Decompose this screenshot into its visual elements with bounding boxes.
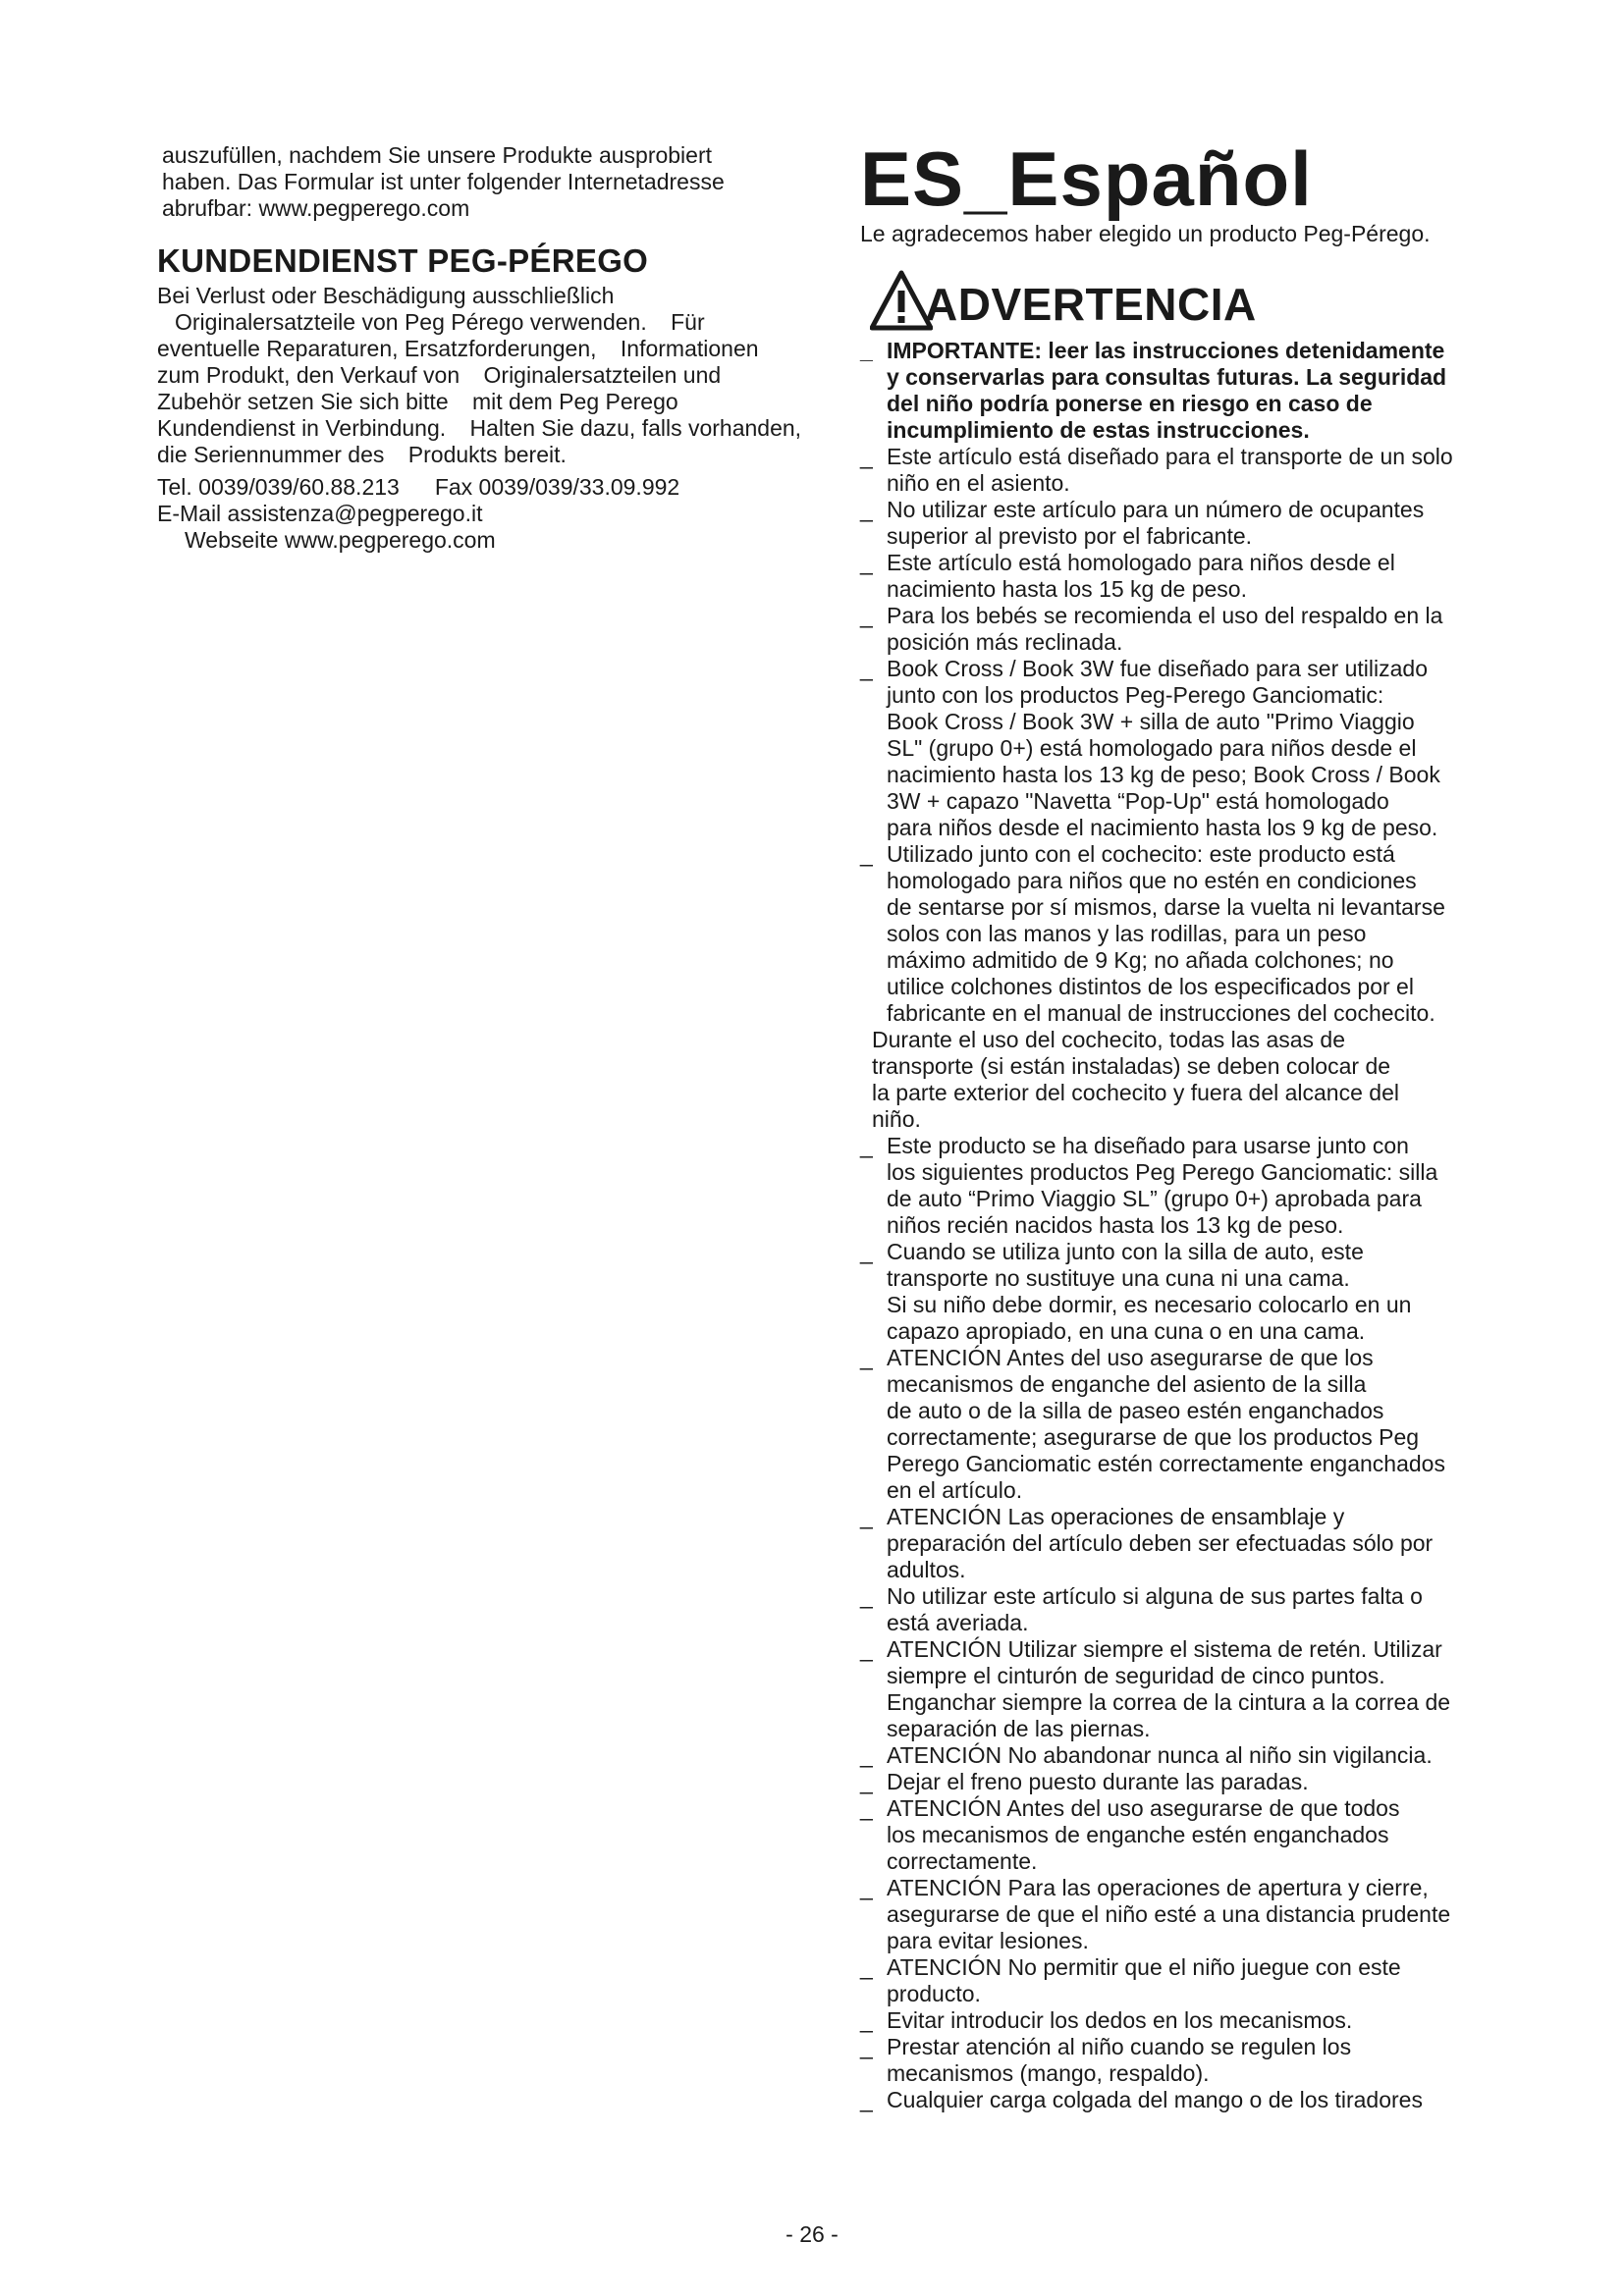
warning-line: nacimiento hasta los 15 kg de peso. bbox=[887, 576, 1247, 602]
warning-line: fabricante en el manual de instrucciones del cochecito. bbox=[887, 1000, 1435, 1026]
bullet-dash: _ bbox=[860, 444, 873, 469]
warning-item bbox=[860, 1345, 1528, 1504]
warning-line: niño en el asiento. bbox=[887, 470, 1070, 496]
warning-line: ATENCIÓN Para las operaciones de apertura y cierre, bbox=[887, 1875, 1429, 1900]
bullet-dash: _ bbox=[860, 1133, 873, 1158]
thanks-line: Le agradecemos haber elegido un producto Peg-Pérego. bbox=[860, 221, 1431, 246]
warning-line: siempre el cinturón de seguridad de cinco puntos. bbox=[887, 1663, 1385, 1688]
website-url: Webseite www.pegperego.com bbox=[185, 527, 496, 553]
intro-paragraph bbox=[157, 142, 805, 222]
bullet-dash: _ bbox=[860, 1742, 873, 1768]
warning-line: adultos. bbox=[887, 1557, 966, 1582]
bullet-dash: _ bbox=[860, 1636, 873, 1662]
warning-line: Este artículo está diseñado para el transporte de un solo bbox=[887, 444, 1453, 469]
warning-line: Cualquier carga colgada del mango o de los tiradores bbox=[887, 2087, 1423, 2112]
warning-line: Enganchar siempre la correa de la cintura a la correa de bbox=[887, 1689, 1451, 1715]
warning-line: superior al previsto por el fabricante. bbox=[887, 523, 1253, 549]
bullet-dash: _ bbox=[860, 841, 873, 867]
warning-line: está averiada. bbox=[887, 1610, 1029, 1635]
warnings-list bbox=[860, 338, 1528, 2113]
warning-line: Durante el uso del cochecito, todas las asas de bbox=[872, 1027, 1346, 1052]
warning-line: solos con las manos y las rodillas, para un peso bbox=[887, 921, 1367, 946]
warning-item bbox=[860, 497, 1528, 550]
warning-item bbox=[860, 603, 1528, 656]
warning-item bbox=[860, 841, 1528, 1027]
bullet-dash: _ bbox=[860, 1875, 873, 1900]
warning-line: ATENCIÓN Antes del uso asegurarse de que los bbox=[887, 1345, 1374, 1370]
warning-line: ATENCIÓN No abandonar nunca al niño sin vigilancia. bbox=[887, 1742, 1433, 1768]
warning-line: Cuando se utiliza junto con la silla de auto, este bbox=[887, 1239, 1364, 1264]
bullet-dash: _ bbox=[860, 656, 873, 681]
warning-line: niños recién nacidos hasta los 13 kg de peso. bbox=[887, 1212, 1344, 1238]
warning-line: Utilizado junto con el cochecito: este producto está bbox=[887, 841, 1395, 867]
warning-line: ATENCIÓN No permitir que el niño juegue con este bbox=[887, 1954, 1401, 1980]
service-line: Informationen zum Produkt, den Verkauf von bbox=[157, 336, 759, 388]
warning-line: ATENCIÓN Utilizar siempre el sistema de retén. Utilizar bbox=[887, 1636, 1442, 1662]
warning-line: los siguientes productos Peg Perego Ganciomatic: silla bbox=[887, 1159, 1438, 1185]
warning-line: posición más reclinada. bbox=[887, 629, 1123, 655]
warning-line: Book Cross / Book 3W + silla de auto "Primo Viaggio bbox=[887, 709, 1415, 734]
contact-block bbox=[157, 474, 805, 554]
bullet-dash: _ bbox=[860, 1239, 873, 1264]
warning-line: correctamente; asegurarse de que los productos Peg bbox=[887, 1424, 1420, 1450]
intro-line: abrufbar: www.pegperego.com bbox=[162, 195, 470, 221]
service-heading: KUNDENDIENST PEG-PÉREGO bbox=[157, 242, 649, 279]
page-number: - 26 - bbox=[785, 2221, 839, 2247]
warning-item bbox=[860, 1239, 1528, 1345]
service-line: Für eventuelle Reparaturen, Ersatzforderungen, bbox=[157, 309, 705, 361]
warning-line: Este producto se ha diseñado para usarse junto con bbox=[887, 1133, 1409, 1158]
warning-line: mecanismos de enganche del asiento de la silla bbox=[887, 1371, 1367, 1397]
warning-line: de sentarse por sí mismos, darse la vuelta ni levantarse bbox=[887, 894, 1445, 920]
warning-line: niño. bbox=[872, 1106, 921, 1132]
tel-number: Tel. 0039/039/60.88.213 bbox=[157, 474, 400, 500]
warning-item bbox=[860, 338, 1528, 444]
warning-header bbox=[860, 261, 1528, 332]
warning-line: 3W + capazo "Navetta “Pop-Up" está homologado bbox=[887, 788, 1389, 814]
warning-line: Este artículo está homologado para niños desde el bbox=[887, 550, 1395, 575]
service-paragraph bbox=[157, 283, 805, 468]
warning-line: Perego Ganciomatic estén correctamente enganchados bbox=[887, 1451, 1445, 1476]
warning-line: Dejar el freno puesto durante las paradas. bbox=[887, 1769, 1309, 1794]
warning-line: utilice colchones distintos de los especificados por el bbox=[887, 974, 1414, 999]
service-line: mit dem Peg Perego Kundendienst in Verbindung. bbox=[157, 389, 678, 441]
bullet-dash: _ bbox=[860, 1504, 873, 1529]
intro-line: auszufüllen, nachdem Sie unsere Produkte ausprobiert bbox=[162, 142, 713, 168]
bullet-dash: _ bbox=[860, 550, 873, 575]
warning-line: separación de las piernas. bbox=[887, 1716, 1151, 1741]
service-line: Originalersatzteile von Peg Pérego verwenden. bbox=[175, 309, 647, 335]
warning-line: ATENCIÓN Antes del uso asegurarse de que todos bbox=[887, 1795, 1400, 1821]
warning-item bbox=[860, 1583, 1528, 1636]
warning-line: asegurarse de que el niño esté a una distancia prudente bbox=[887, 1901, 1451, 1927]
fax-number: Fax 0039/039/33.09.992 bbox=[434, 474, 680, 500]
service-line: Originalersatzteilen und Zubehör setzen Sie sich bitte bbox=[157, 362, 722, 414]
warning-line: máximo admitido de 9 Kg; no añada colchones; no bbox=[887, 947, 1394, 973]
warning-line: del niño podría ponerse en riesgo en caso de bbox=[887, 391, 1373, 416]
intro-line: haben. Das Formular ist unter folgender Internetadresse bbox=[162, 169, 725, 194]
warning-line: Prestar atención al niño cuando se regulen los bbox=[887, 2034, 1352, 2059]
bullet-dash: _ bbox=[860, 497, 873, 522]
warning-line: transporte no sustituye una cuna ni una cama. bbox=[887, 1265, 1350, 1291]
warning-line: para evitar lesiones. bbox=[887, 1928, 1089, 1953]
warning-line: los mecanismos de enganche estén enganchados bbox=[887, 1822, 1389, 1847]
warning-item bbox=[860, 2087, 1528, 2113]
bullet-dash: _ bbox=[860, 2034, 873, 2059]
warning-item bbox=[860, 1954, 1528, 2007]
service-line: Halten Sie dazu, falls vorhanden, die Seriennummer des bbox=[157, 415, 802, 467]
warning-line: SL" (grupo 0+) está homologado para niños desde el bbox=[887, 735, 1417, 761]
warning-item bbox=[860, 1636, 1528, 1742]
warning-line: Si su niño debe dormir, es necesario colocarlo en un bbox=[887, 1292, 1412, 1317]
warning-line: Evitar introducir los dedos en los mecanismos. bbox=[887, 2007, 1353, 2033]
warning-item bbox=[860, 656, 1528, 841]
warning-line: y conservarlas para consultas futuras. La seguridad bbox=[887, 364, 1447, 390]
bullet-dash: _ bbox=[860, 1954, 873, 1980]
warning-line: transporte (si están instaladas) se deben colocar de bbox=[872, 1053, 1391, 1079]
bullet-dash: _ bbox=[860, 1795, 873, 1821]
warning-line: IMPORTANTE: leer las instrucciones detenidamente bbox=[887, 338, 1445, 363]
warning-line: para niños desde el nacimiento hasta los 9 kg de peso. bbox=[887, 815, 1438, 840]
warning-line: correctamente. bbox=[887, 1848, 1038, 1874]
bullet-dash: _ bbox=[860, 603, 873, 628]
warning-line: No utilizar este artículo para un número de ocupantes bbox=[887, 497, 1425, 522]
warning-line: homologado para niños que no estén en condiciones bbox=[887, 868, 1417, 893]
warning-line: de auto o de la silla de paseo estén enganchados bbox=[887, 1398, 1384, 1423]
warning-line: nacimiento hasta los 13 kg de peso; Book Cross / Book bbox=[887, 762, 1440, 787]
warning-item bbox=[860, 2034, 1528, 2087]
warning-line: preparación del artículo deben ser efectuadas sólo por bbox=[887, 1530, 1434, 1556]
warning-item bbox=[860, 1027, 1528, 1133]
warning-item bbox=[860, 550, 1528, 603]
bullet-dash: _ bbox=[860, 1583, 873, 1609]
warning-line: ATENCIÓN Las operaciones de ensamblaje y bbox=[887, 1504, 1345, 1529]
warning-line: producto. bbox=[887, 1981, 981, 2006]
email-address: E-Mail assistenza@pegperego.it bbox=[157, 501, 483, 526]
warning-item bbox=[860, 1504, 1528, 1583]
right-column bbox=[860, 137, 1528, 2113]
service-line: Produkts bereit. bbox=[407, 442, 567, 467]
warning-line: la parte exterior del cochecito y fuera del alcance del bbox=[872, 1080, 1399, 1105]
warning-line: incumplimiento de estas instrucciones. bbox=[887, 417, 1310, 443]
warning-item bbox=[860, 1875, 1528, 1954]
warning-item bbox=[860, 1742, 1528, 1769]
service-line: Bei Verlust oder Beschädigung ausschließlich bbox=[157, 283, 615, 308]
warning-line: Para los bebés se recomienda el uso del respaldo en la bbox=[887, 603, 1443, 628]
warning-item bbox=[860, 1133, 1528, 1239]
warning-line: de auto “Primo Viaggio SL” (grupo 0+) aprobada para bbox=[887, 1186, 1422, 1211]
bullet-dash: _ bbox=[860, 2007, 873, 2033]
bullet-dash: _ bbox=[860, 2087, 873, 2112]
left-column bbox=[157, 142, 805, 554]
warning-item bbox=[860, 444, 1528, 497]
warning-line: en el artículo. bbox=[887, 1477, 1023, 1503]
bullet-dash: _ bbox=[860, 1769, 873, 1794]
warning-line: junto con los productos Peg-Perego Ganciomatic: bbox=[887, 682, 1384, 708]
warning-line: Book Cross / Book 3W fue diseñado para ser utilizado bbox=[887, 656, 1429, 681]
bullet-dash: _ bbox=[860, 1345, 873, 1370]
warning-item bbox=[860, 1769, 1528, 1795]
warning-title: ADVERTENCIA bbox=[925, 279, 1257, 330]
warning-item bbox=[860, 2007, 1528, 2034]
warning-triangle-icon bbox=[870, 269, 933, 332]
warning-line: capazo apropiado, en una cuna o en una cama. bbox=[887, 1318, 1366, 1344]
language-title: ES_Español bbox=[860, 135, 1313, 222]
warning-item bbox=[860, 1795, 1528, 1875]
bullet-dash: _ bbox=[860, 338, 873, 363]
warning-line: No utilizar este artículo si alguna de sus partes falta o bbox=[887, 1583, 1423, 1609]
warning-line: mecanismos (mango, respaldo). bbox=[887, 2060, 1210, 2086]
